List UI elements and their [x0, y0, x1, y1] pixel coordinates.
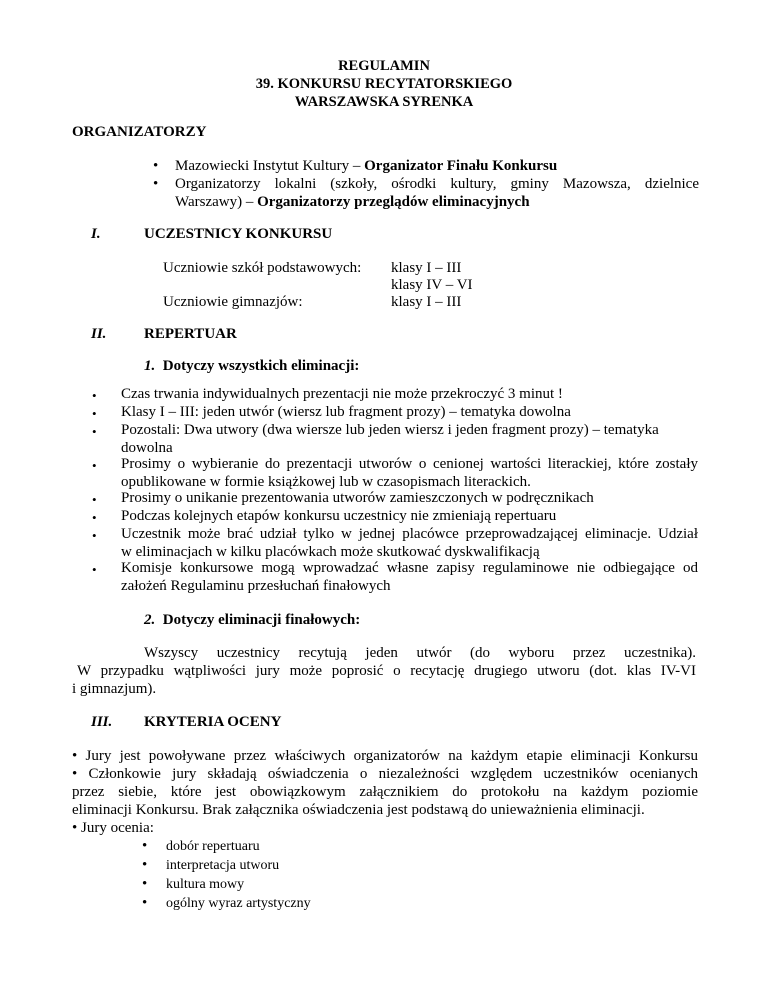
- rule-bullet-1: Czas trwania indywidualnych prezentacji nie może przekroczyć 3 minut !: [121, 386, 563, 402]
- bullet-icon: •: [92, 388, 97, 403]
- participants-label-primary: Uczniowie szkół podstawowych:: [163, 260, 362, 276]
- bullet-icon: •: [92, 562, 97, 577]
- bullet-icon: •: [92, 424, 97, 439]
- organizer-item-1-text: Mazowiecki Instytut Kultury –: [175, 158, 365, 174]
- bullet-icon: •: [153, 158, 159, 174]
- rule-bullet-4-line-1: Prosimy o wybieranie do prezentacji utworów o cenionej wartości literackiej, które zostały: [121, 456, 698, 472]
- criteria-line-4: eliminacji Konkursu. Brak załącznika oświadczenia jest podstawą do unieważnienia eliminacji.: [72, 802, 645, 818]
- criteria-line-5: • Jury ocenia:: [72, 820, 154, 836]
- subsection-2: [144, 612, 360, 629]
- finals-line-1: Wszyscy uczestnicy recytują jeden utwór (do wyboru przez uczestnika).: [144, 645, 696, 661]
- organizer-item-2-line-2: [175, 194, 530, 211]
- subsection-2-number: 2.: [144, 612, 156, 628]
- rule-bullet-3-line-1: Pozostali: Dwa utwory (dwa wiersze lub jeden wiersz i jeden fragment prozy) – tematyka: [121, 422, 659, 438]
- section-2-number: II.: [91, 326, 107, 342]
- subsection-1: [144, 358, 359, 375]
- rule-bullet-8-line-2: założeń Regulaminu przesłuchań finałowych: [121, 578, 391, 594]
- section-3-heading: KRYTERIA OCENY: [144, 714, 282, 730]
- bullet-icon: •: [142, 876, 148, 892]
- bullet-icon: •: [142, 857, 148, 873]
- participants-label-gimnazjum: Uczniowie gimnazjów:: [163, 294, 303, 310]
- bullet-icon: •: [142, 838, 148, 854]
- rule-bullet-2: Klasy I – III: jeden utwór (wiersz lub fragment prozy) – tematyka dowolna: [121, 404, 571, 420]
- finals-line-2: W przypadku wątpliwości jury może poprosić o recytację drugiego utworu (dot. klas IV-VI: [77, 663, 696, 679]
- rule-bullet-8-line-1: Komisje konkursowe mogą wprowadzać własne zapisy regulaminowe nie odbiegające od: [121, 560, 698, 576]
- rule-bullet-7-line-1: Uczestnik może brać udział tylko w jednej placówce przeprowadzającej eliminacje. Udział: [121, 526, 698, 542]
- section-1-number: I.: [91, 226, 101, 242]
- title-line-3: WARSZAWSKA SYRENKA: [294, 94, 474, 110]
- participants-value-1: klasy I – III: [391, 260, 462, 276]
- organizers-heading: ORGANIZATORZY: [72, 124, 207, 140]
- bullet-icon: •: [92, 406, 97, 421]
- bullet-icon: •: [92, 528, 97, 543]
- bullet-icon: •: [142, 895, 148, 911]
- criteria-line-1: • Jury jest powoływane przez właściwych organizatorów na każdym etapie eliminacji Konkursu: [72, 748, 698, 764]
- rule-bullet-6: Podczas kolejnych etapów konkursu uczestnicy nie zmieniają repertuaru: [121, 508, 557, 524]
- criterion-item-1: dobór repertuaru: [166, 839, 260, 854]
- organizer-item-2-line-1: Organizatorzy lokalni (szkoły, ośrodki kultury, gminy Mazowsza, dzielnice: [175, 176, 699, 192]
- organizer-item-1: [175, 158, 557, 175]
- rule-bullet-3-line-2: dowolna: [121, 440, 173, 456]
- subsection-2-heading: Dotyczy eliminacji finałowych:: [162, 612, 361, 628]
- organizer-item-2-text: Warszawy) –: [175, 194, 258, 210]
- subsection-1-number: 1.: [144, 358, 156, 374]
- criteria-line-3: przez siebie, które jest obowiązkowym załącznikiem do protokołu na każdym poziomie: [72, 784, 698, 800]
- title-line-2: 39. KONKURSU RECYTATORSKIEGO: [255, 76, 513, 92]
- rule-bullet-5: Prosimy o unikanie prezentowania utworów zamieszczonych w podręcznikach: [121, 490, 594, 506]
- bullet-icon: •: [92, 492, 97, 507]
- bullet-icon: •: [153, 176, 159, 192]
- criterion-item-2: interpretacja utworu: [166, 858, 280, 873]
- title-line-1: REGULAMIN: [338, 58, 430, 74]
- criteria-line-2: • Członkowie jury składają oświadczenia o niezależności względem uczestników ocenianych: [72, 766, 698, 782]
- rule-bullet-7-line-2: w eliminacjach w kilku placówkach może skutkować dyskwalifikacją: [121, 544, 540, 560]
- organizer-item-1-bold: Organizator Finału Konkursu: [364, 158, 558, 174]
- section-3-number: III.: [91, 714, 113, 730]
- participants-value-3: klasy I – III: [391, 294, 462, 310]
- section-1-heading: UCZESTNICY KONKURSU: [144, 226, 333, 242]
- participants-value-2: klasy IV – VI: [391, 277, 473, 293]
- bullet-icon: •: [92, 510, 97, 525]
- bullet-icon: •: [92, 458, 97, 473]
- criterion-item-3: kultura mowy: [166, 877, 245, 892]
- subsection-1-heading: Dotyczy wszystkich eliminacji:: [162, 358, 360, 374]
- section-2-heading: REPERTUAR: [144, 326, 237, 342]
- criterion-item-4: ogólny wyraz artystyczny: [166, 896, 311, 911]
- organizer-item-2-bold: Organizatorzy przeglądów eliminacyjnych: [257, 194, 530, 210]
- rule-bullet-4-line-2: opublikowane w formie książkowej lub w czasopismach literackich.: [121, 474, 531, 490]
- finals-line-3: i gimnazjum).: [72, 681, 157, 697]
